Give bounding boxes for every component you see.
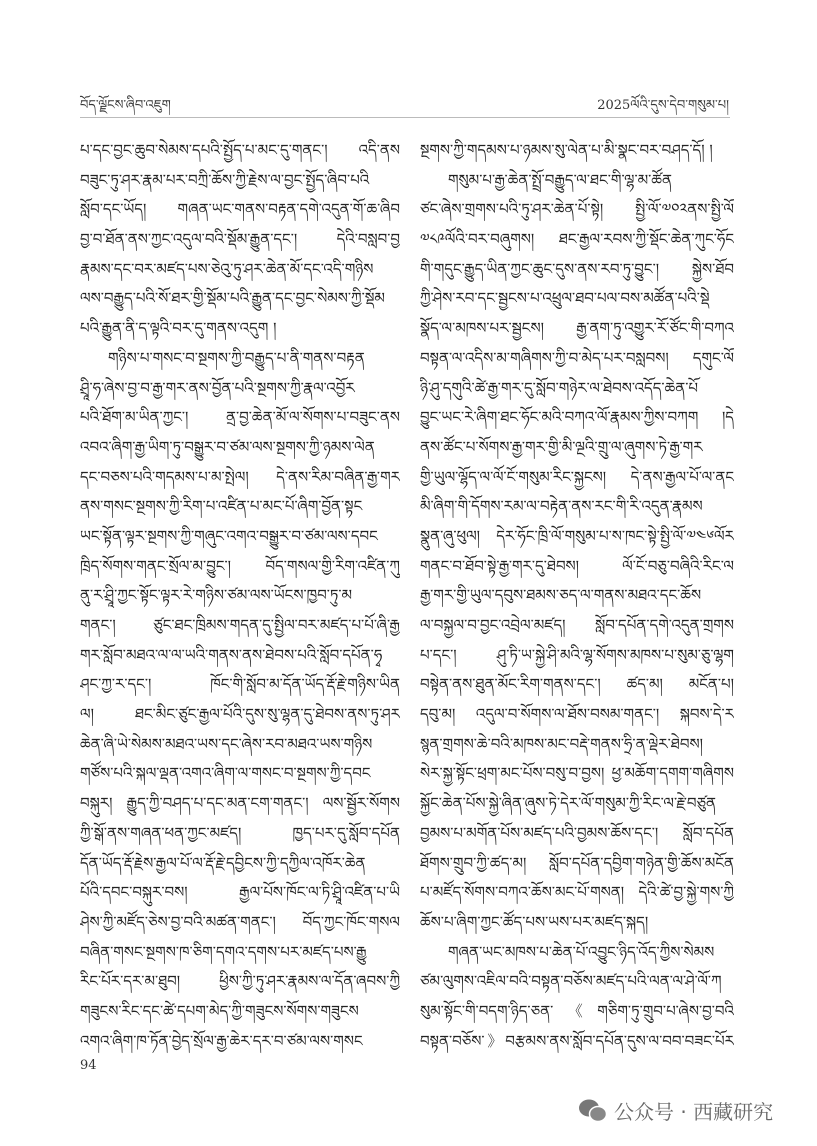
- text-line: གྱི་ཡུལ་ལྷོད་ལ་ལོ་ངོ་གསུམ་རིང་སྐྱངས། དེ་ནས་རྒྱལ་པོ་ལ་ནང: [420, 467, 734, 486]
- text-line: དབུ་མ། འདུལ་བ་སོགས་ལ་ཐོས་བསམ་གནང་། སྐབས་དེ་ར: [420, 705, 734, 724]
- text-line: ལ་བསྐྱལ་བ་བྱང་འབྲེལ་མཛད། སློབ་དཔོན་དགེ་འདུན་གྲགས: [420, 616, 734, 634]
- watermark-text: 公众号 · 西藏研究: [614, 1100, 774, 1124]
- text-line: གཙོས་པའི་སྐལ་ལྡན་འགའ་ཞིག་ལ་གསང་བ་སྔགས་ཀྱི་དབང: [80, 764, 371, 783]
- text-line: གནང་། ཙུང་ཐང་ཁྲིམས་གདན་དུ་སྤྱིལ་བར་མཛད་པ་པོ་ཞི་རྒྱ: [80, 616, 400, 634]
- text-line: གཉིས་པ་གསང་བ་སྔགས་ཀྱི་བརྒྱུད་པ་ནི་གནས་བརྟན: [108, 348, 365, 367]
- wechat-icon: [578, 1098, 608, 1124]
- text-line: པ་དང་བྱང་ཆུབ་སེམས་དཔའི་སྤྱོད་པ་མང་དུ་གནང་། འདི་ནས: [80, 141, 400, 159]
- text-line: འབའ་ཞིག་རྒྱ་ཡིག་ཏུ་བསྒྱུར་བ་ཙམ་ལས་སྔགས་ཀྱི་ཉམས་ལེན: [80, 437, 375, 456]
- text-line: སྣུན་ཞུ་ཕུལ། དེར་ཧོང་ཁྲི་ལོ་གསུམ་པ་ས་ཁང་སྟེ་སྤྱི་ལོ་༧༤༦ལོར: [420, 526, 734, 545]
- text-line: དོན་ཡོད་རྡོ་རྗེས་རྒྱལ་པོ་ལ་རྡོ་རྗེ་དབྱིངས་ཀྱི་དཀྱིལ་འཁོར་ཆེན: [80, 853, 366, 872]
- text-line: མི་ཞིག་གི་དོགས་རམ་ལ་བརྟེན་ནས་རང་གི་རི་འདུན་རྣམས: [420, 497, 703, 516]
- text-line: བསྟན་བཅོས་》བརྩམས་ནས་སློབ་དཔོན་དུས་ལ་བབ་བཟང་པོར: [420, 1031, 734, 1050]
- text-line: གཟུངས་རིང་དང་ཚེ་དཔག་མེད་ཀྱི་གཟུངས་སོགས་གཟུངས: [80, 1001, 359, 1020]
- left-column: [80, 136, 400, 1056]
- text-line: ཁྲིད་སོགས་གནང་སྲོལ་མ་བྱུང་། བོད་གསལ་གྱི་རིག་འཛིན་ཀུ: [80, 556, 400, 575]
- text-line: ཀྱི་སྒོ་ནས་གཞན་ཕན་ཀྱང་མཛད། ཁྱད་པར་དུ་སློབ་དཔོན: [80, 823, 400, 842]
- text-line: འགའ་ཞིག་ཁ་ཏོན་བྱེད་སྲོལ་རྒྱ་ཆེར་དར་བ་ཙམ་ལས་གསང: [80, 1031, 363, 1050]
- text-line: གནང་བ་ཐོབ་སྟེ་རྒྱ་གར་དུ་ཐེབས། ལོ་ངོ་བཅུ་བཞིའི་རིང་ལ: [420, 556, 734, 575]
- text-line: བཞིན་གསང་སྔགས་ཁ་ཅིག་དགའ་དགས་པར་མཛད་པས་རྒྱུ: [80, 942, 367, 961]
- text-line: གསུམ་པ་རྒྱ་ཆེན་སྤྲོ་བརྒྱུད་ལ་ཐང་གི་ལྷ་མ་ཚོན: [448, 170, 672, 189]
- text-line: རྣམས་དང་བར་མཛད་པས་ཅེའུ་ཏུ་ཤར་ཆེན་མོ་དང་འདི་གཉིས: [80, 259, 374, 278]
- text-line: སློབ་དང་ཡོད། གཞན་ཡང་གནས་བརྟན་དགེ་འདུན་གོ་ཆ་ཞིབ: [80, 200, 400, 219]
- text-line: ཆོས་པ་ཞིག་ཀྱང་ཚོད་པས་ཡས་པར་མཛད་སྐད།: [420, 912, 649, 931]
- text-line: བཟུང་ཏུ་ཤར་རྣམ་པར་བཀྲི་ཆོས་ཀྱི་རྗེས་ལ་བྱང་སྤྱོད་ཞིབ་པའི: [80, 170, 370, 189]
- text-line: ཉི་ཤུ་དགུའི་ཚེ་རྒྱ་གར་དུ་སློབ་གཉེར་ལ་ཐེབས་འདོད་ཆེན་པོ: [420, 378, 699, 397]
- text-line: ཀྱི་ཤེས་རབ་དང་སྦྱངས་པ་འཕྲུལ་ཐབ་པལ་བས་མཚོན་པའི་སྡེ: [420, 289, 710, 308]
- text-line: བྱུང་ཡང་རེ་ཞིག་ཐང་ཧོང་མའི་བཀའ་ལོ་རྣམས་ཀྱིས་བཀག །དེ: [420, 408, 734, 427]
- text-line: བསྟན་ལ་འདིས་མ་གཞིགས་ཀྱི་བ་མེད་པར་བསླབས། དགུང་ལོ: [420, 348, 734, 367]
- text-line: སེར་སྐྱ་སྟོང་ཕྲག་མང་པོས་བསུ་བ་བྱས། ཕྱ་མཆོག་དགག་གཞིགས: [420, 764, 734, 783]
- text-line: ནས་གསང་སྔགས་ཀྱི་རིག་པ་འཛིན་པ་མང་པོ་ཞིག་བྱོན་སྟང: [80, 497, 363, 516]
- journal-title: བོད་ལྗོངས་ཞིབ་འཇུག: [80, 98, 171, 113]
- text-line: པ་མཛོད་སོགས་བཀའ་ཆོས་མང་པོ་གསན། དེའི་ཚེ་བྱ་སྐྱེ་གས་ཀྱི: [420, 883, 734, 902]
- text-line: ཙང་ཞེས་གྲགས་པའི་ཏུ་ཤར་ཆེན་པོ་སྟེ། སྤྱི་ལོ་༧༠༢ནས་སྤྱི་ལོ: [420, 200, 734, 219]
- header-rule: [80, 117, 730, 118]
- text-line: གི་གདུང་རྒྱུད་ཡིན་ཀྱང་ཆུང་དུས་ནས་རབ་ཏུ་བྱུང་། སྐྱེས་ཐོབ: [420, 259, 734, 278]
- text-line: ཙམ་ལུགས་འཇིལ་བའི་བསྟན་བཅོས་མཛད་པའི་ལན་ལ་ཤེ་ལོ་ཀ: [420, 972, 722, 991]
- text-line: ལ། ཐང་མིང་ཙུང་རྒྱལ་པོའི་དུས་སུ་ལྷན་དུ་ཐེབས་ནས་ཏུ་ཤར: [80, 705, 400, 724]
- text-line: པ་དང་། ཤུ་ཏི་ཡ་སྐྱེ་ཤི་མའི་ལྷ་སོགས་མཁས་པ་སུམ་ཅུ་ལྷག: [420, 645, 734, 664]
- text-line: ཆེན་ཞི་ཡེ་སེམས་མཐའ་ཡས་དང་ཞེས་རབ་མཐའ་ཡས་གཉིས: [80, 734, 373, 753]
- text-line: སྣོད་ལ་མཁས་པར་སྦྱངས། རྒྱ་ནག་ཏུ་འགྱུར་རོ་ཙོང་གི་བཀའ: [420, 319, 734, 338]
- right-column: [420, 136, 734, 1056]
- text-line: གཞན་ཡང་མཁས་པ་ཆེན་པོ་འབྱུང་ཉིད་འོད་ཀྱིས་སེམས: [448, 942, 715, 961]
- text-line: པའི་ཐོག་མ་ཡིན་ཀྱང་། ནྲ་བྱ་ཆེན་མོ་ལ་སོགས་པ་བཟུང་ནས: [80, 408, 400, 427]
- text-line: བྱ་བ་ཐོན་ནས་ཀྱང་འདུལ་བའི་སྡོམ་རྒྱུན་དང་། དེའི་བསླབ་བྱ: [80, 230, 400, 249]
- text-line: ཤེས་ཀྱི་མཛོད་ཅེས་བྱ་བའི་མཚན་གནང་། བོད་ཀྱང་ཁོང་གསལ: [80, 912, 400, 931]
- text-line: ནས་ཚོང་པ་སོགས་རྒྱ་གར་གྱི་མི་ལྔའི་གྲུ་ལ་ཞུགས་ཏེ་རྒྱ་གར: [420, 437, 703, 456]
- text-line: ཡང་སྟོན་ལྟར་སྔགས་ཀྱི་གཞུང་འགའ་བསྒྱུར་བ་ཙམ་ལས་དབང: [80, 526, 378, 545]
- text-line: ལས་བརྒྱུད་པའི་སོ་ཐར་གྱི་སྡོམ་པའི་རྒྱུན་དང་བྱང་སེམས་ཀྱི་སྡོམ: [80, 289, 385, 308]
- text-line: བྱམས་པ་མགོན་པོས་མཛད་པའི་བྱམས་ཆོས་དང་། སློབ་དཔོན: [420, 823, 734, 842]
- text-line: ནུ་ར་ཤྲཱི་ཀྱང་སྟོང་ལྟར་རེ་གཉིས་ཙམ་ལས་ཡོངས་ཁྱབ་ཏུ་མ: [80, 586, 353, 605]
- text-line: དང་བཅས་པའི་གདམས་པ་མ་སྤེལ། དེ་ནས་རིམ་བཞིན་རྒྱ་གར: [80, 467, 400, 486]
- text-line: གར་སློབ་མཐའ་ལ་ལ་ཡའི་གནས་ནས་ཐེབས་པའི་སློབ་དཔོན་ཧྭ: [80, 645, 383, 664]
- text-line: པའི་རྒྱུན་ནི་ད་ལྟའི་བར་དུ་གནས་འདུག །: [80, 319, 277, 338]
- text-line: རྒྱ་གར་གྱི་ཡུལ་དབུས་ཐམས་ཅད་ལ་གནས་མཐའ་དང་ཆོས: [420, 586, 702, 605]
- text-line: རིང་པོར་དར་མ་ཐུབ། ཕྱིས་ཀྱི་ཏུ་ཤར་རྣམས་ལ་དོན་ཞབས་ཀྱི: [80, 972, 400, 991]
- text-line: ཤྲཱི་ཧ་ཞེས་བྱ་བ་རྒྱ་གར་ནས་བྱོན་པའི་སྔགས་ཀྱི་རྣལ་འབྱོར: [80, 378, 355, 397]
- text-line: སྐྱོང་ཆེན་པོས་སྐྱེ་ཞིན་ཞུས་ཏེ་དེར་ལོ་གསུམ་ཀྱི་རིང་ལ་རྗེ་བཙུན: [420, 794, 717, 813]
- text-line: སུམ་སྟོང་གི་བདག་ཉིད་ཅན་《གཅིག་ཏུ་གྲུབ་པ་ཞེས་བྱ་བའི: [420, 1001, 734, 1020]
- watermark: [578, 1096, 773, 1125]
- text-line: སྔགས་ཀྱི་གདམས་པ་ཉམས་སུ་ལེན་པ་མི་སྣང་བར་བཤད་དོ། །: [420, 141, 713, 159]
- text-line: ༧༨༩ལོའི་བར་བཞུགས། ཐང་རྒྱལ་རབས་ཀྱི་སྡོང་ཆེན་ཀུང་ཧོང: [420, 230, 734, 249]
- text-line: བསྟེན་ནས་ཐུན་མོང་རིག་གནས་དང་། ཚད་མ། མངོན་པ།: [420, 675, 734, 694]
- text-line: ཐོགས་གྲུབ་ཀྱི་ཚད་མ། སློབ་དཔོན་དབྱིག་གཉེན་གྱི་ཆོས་མངོན: [420, 853, 734, 872]
- text-line: པོའི་དབང་བསྐུར་བས། རྒྱལ་པོས་ཁོང་ལ་ཏི་ཤྲཱི་འཛིན་པ་ཡི: [80, 883, 400, 902]
- issue-label: 2025ལོའི་དུས་དེབ་གསུམ་པ།: [597, 98, 729, 113]
- text-line: སྙན་གྲགས་ཆེ་བའི་མཁས་མང་བརྡེ་གནས་ཧྲི་ན་ལྡེར་ཐེབས།: [420, 734, 703, 753]
- text-line: ཤང་ཀྱ་ར་དང་། ཁོང་གི་སློབ་མ་དོན་ཡོད་རྡོ་རྗེ་གཉིས་ཡིན: [80, 675, 400, 694]
- text-line: བསྐུར། རྒྱུད་ཀྱི་བཤད་པ་དང་མན་ངག་གནང་། ལས་སྦྱོར་སོགས: [80, 794, 400, 813]
- page-number: 94: [80, 1058, 97, 1073]
